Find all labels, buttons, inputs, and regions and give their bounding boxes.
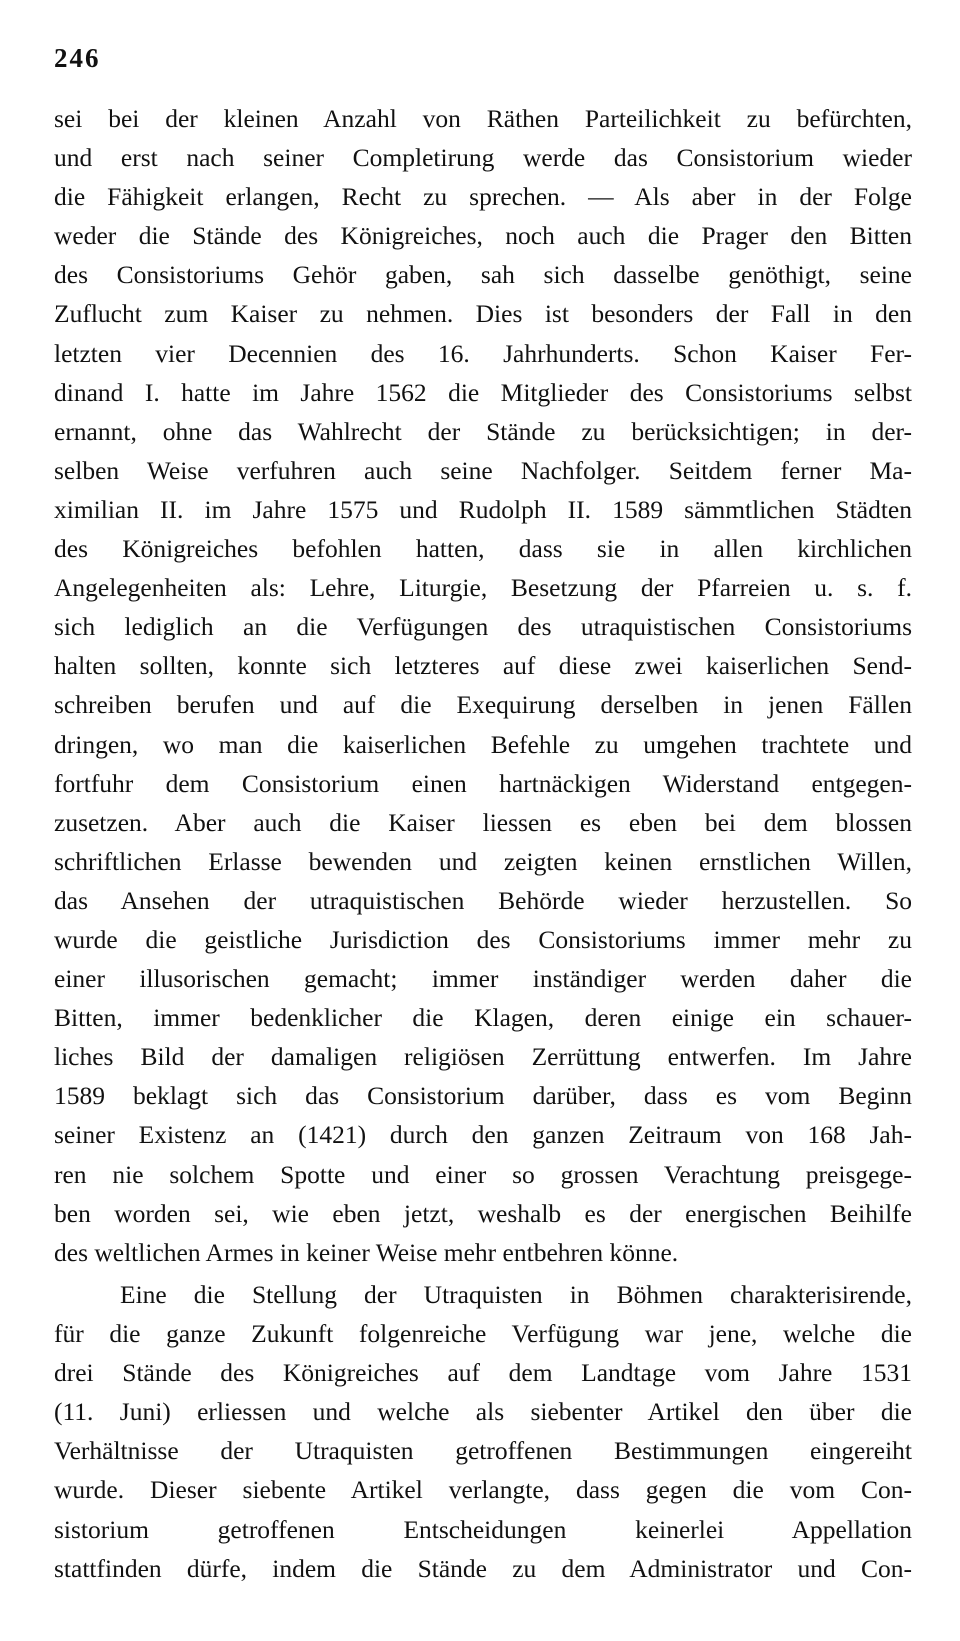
text-line: die Fähigkeit erlangen, Recht zu sprechen. — Als aber in der Folge — [54, 182, 912, 212]
text-line: Verhältnisse der Utraquisten getroffenen Bestimmungen eingereiht — [54, 1436, 912, 1466]
text-line: selben Weise verfuhren auch seine Nachfolger. Seitdem ferner Ma- — [54, 455, 912, 485]
text-line: das Ansehen der utraquistischen Behörde wieder herzustellen. So — [54, 885, 912, 915]
text-line: Zuflucht zum Kaiser zu nehmen. Dies ist besonders der Fall in den — [54, 299, 912, 329]
text-line: (11. Juni) erliessen und welche als siebenter Artikel den über die — [54, 1397, 912, 1427]
text-line: für die ganze Zukunft folgenreiche Verfügung war jene, welche die — [54, 1319, 912, 1349]
text-line: dringen, wo man die kaiserlichen Befehle zu umgehen trachtete und — [54, 729, 912, 759]
paragraph-2 — [54, 1275, 912, 1588]
text-line: halten sollten, konnte sich letzteres auf diese zwei kaiserlichen Send- — [54, 651, 912, 681]
text-line: Bitten, immer bedenklicher die Klagen, deren einige ein schauer- — [54, 1003, 912, 1033]
text-line: sei bei der kleinen Anzahl von Räthen Parteilichkeit zu befürchten, — [54, 104, 912, 133]
text-line: wurde. Dieser siebente Artikel verlangte, dass gegen die vom Con- — [54, 1475, 912, 1505]
paragraph-1 — [54, 99, 912, 1272]
text-line: fortfuhr dem Consistorium einen hartnäckigen Widerstand entgegen- — [54, 768, 912, 798]
text-line: wurde die geistliche Jurisdiction des Consistoriums immer mehr zu — [54, 924, 912, 954]
text-line: weder die Stände des Königreiches, noch auch die Prager den Bitten — [54, 221, 912, 251]
text-line: ximilian II. im Jahre 1575 und Rudolph II. 1589 sämmtlichen Städten — [54, 494, 912, 524]
text-line: sich lediglich an die Verfügungen des utraquistischen Consistoriums — [54, 612, 912, 642]
text-line: Angelegenheiten als: Lehre, Liturgie, Besetzung der Pfarreien u. s. f. — [54, 573, 912, 603]
text-line: und erst nach seiner Completirung werde das Consistorium wieder — [54, 143, 912, 173]
text-line: dinand I. hatte im Jahre 1562 die Mitglieder des Consistoriums selbst — [54, 377, 912, 407]
text-line: einer illusorischen gemacht; immer inständiger werden daher die — [54, 964, 912, 994]
text-line: schreiben berufen und auf die Exequirung derselben in jenen Fällen — [54, 690, 912, 720]
text-line: ren nie solchem Spotte und einer so grossen Verachtung preisgege- — [54, 1159, 912, 1189]
text-line: liches Bild der damaligen religiösen Zerrüttung entwerfen. Im Jahre — [54, 1042, 912, 1072]
text-line: letzten vier Decennien des 16. Jahrhunderts. Schon Kaiser Fer- — [54, 338, 912, 368]
page-number: 246 — [54, 43, 101, 73]
text-line: 1589 beklagt sich das Consistorium darüber, dass es vom Beginn — [54, 1081, 912, 1111]
text-line: seiner Existenz an (1421) durch den ganzen Zeitraum von 168 Jah- — [54, 1120, 912, 1150]
text-line: schriftlichen Erlasse bewenden und zeigten keinen ernstlichen Willen, — [54, 846, 912, 876]
text-line: sistorium getroffenen Entscheidungen keinerlei Appellation — [54, 1514, 912, 1544]
text-line: des Königreiches befohlen hatten, dass sie in allen kirchlichen — [54, 534, 912, 564]
text-line: des weltlichen Armes in keiner Weise mehr entbehren könne. — [54, 1237, 679, 1267]
text-line: ernannt, ohne das Wahlrecht der Stände zu berücksichtigen; in der- — [54, 416, 912, 446]
text-line: des Consistoriums Gehör gaben, sah sich dasselbe genöthigt, seine — [54, 260, 912, 290]
text-line: ben worden sei, wie eben jetzt, weshalb es der energischen Beihilfe — [54, 1198, 912, 1228]
text-line: Eine die Stellung der Utraquisten in Böhmen charakterisirende, — [120, 1280, 912, 1309]
text-line: stattfinden dürfe, indem die Stände zu dem Administrator und Con- — [54, 1553, 912, 1583]
text-line: zusetzen. Aber auch die Kaiser liessen es eben bei dem blossen — [54, 807, 912, 837]
text-line: drei Stände des Königreiches auf dem Landtage vom Jahre 1531 — [54, 1358, 912, 1388]
